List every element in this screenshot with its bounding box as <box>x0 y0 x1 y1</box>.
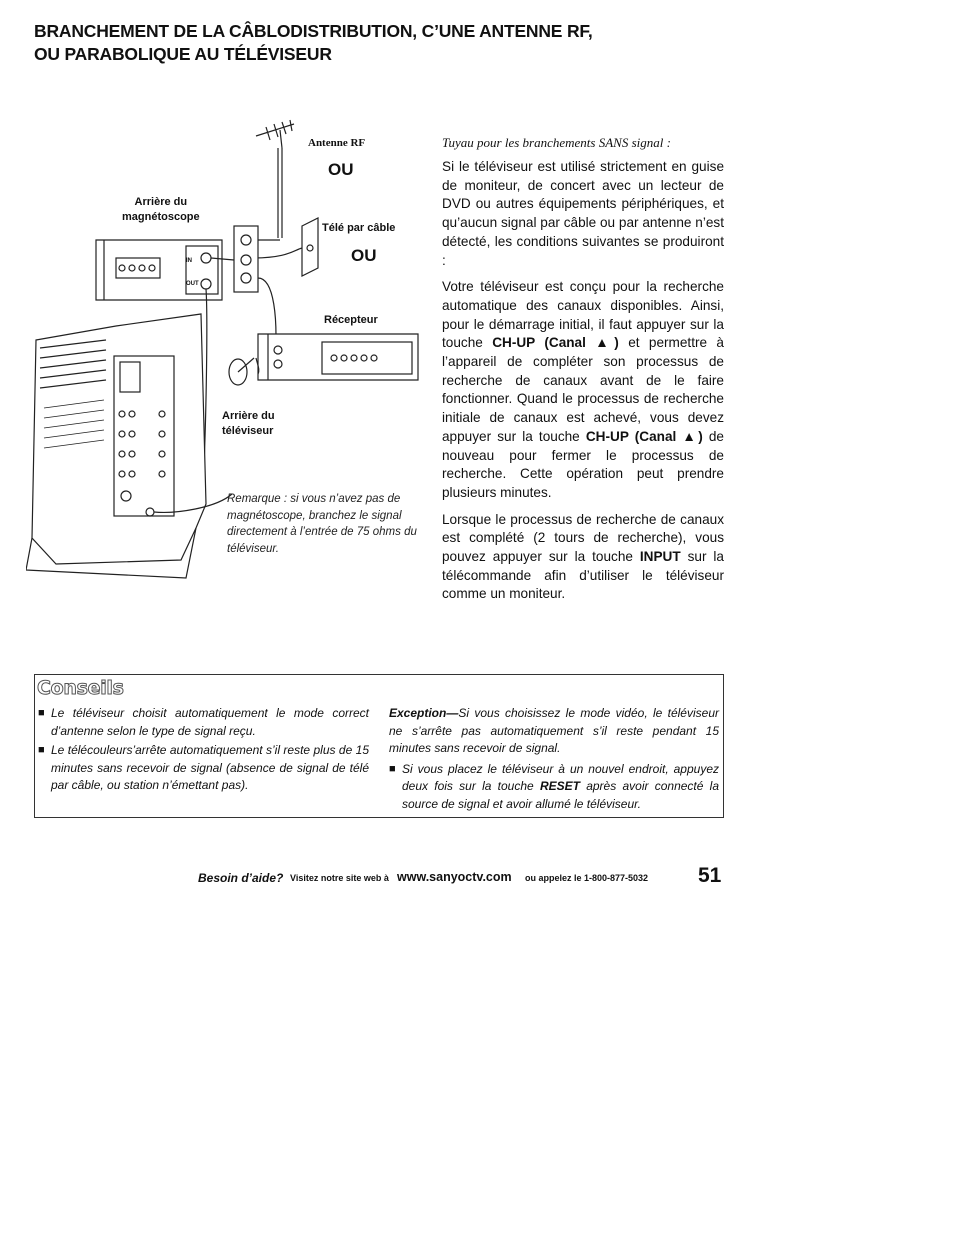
label-arriere-magnetoscope-line-1: Arrière du <box>134 196 188 208</box>
input-key: INPUT <box>639 549 681 565</box>
label-arriere-televiseur <box>222 409 275 439</box>
page-number: 51 <box>698 864 722 887</box>
label-antenne-rf: Antenne RF <box>308 137 366 149</box>
conseil-item <box>389 761 719 814</box>
conseil-text: Le téléviseur choisit automatiquement le mode correct d’antenne selon le type de signal reçu. <box>51 706 369 738</box>
label-arriere-televiseur-line-2: téléviseur <box>222 425 274 437</box>
paragraph-3-part-a: Lorsque le processus de recherche de canaux est complété (2 tours de recherche), vous pouvez appuyer sur la touche <box>442 511 724 565</box>
footer-help: Besoin d’aide? <box>198 871 284 885</box>
footer-website-link[interactable]: www.sanyoctv.com <box>397 870 512 884</box>
page-footer <box>198 866 728 894</box>
label-arriere-televiseur-line-1: Arrière du <box>222 410 275 422</box>
conseil-text <box>402 761 719 814</box>
wall-plate-icon <box>252 218 318 276</box>
splitter-icon <box>234 226 280 336</box>
footer-visit: Visitez notre site web à <box>290 873 389 883</box>
label-tele-cable: Télé par câble <box>322 222 396 234</box>
paragraph-2 <box>442 278 724 502</box>
conseils-right-column <box>389 705 719 815</box>
exception-label: Exception— <box>389 706 459 720</box>
rf-antenna-icon <box>256 120 294 238</box>
footer-phone: ou appelez le 1-800-877-5032 <box>525 873 649 883</box>
paragraph-3-part-c: sur la télécommande afin d’utiliser le téléviseur comme un moniteur. <box>442 549 724 602</box>
label-arriere-magnetoscope-line-2: magnétoscope <box>122 211 200 223</box>
reset-tip-part-a: Si vous placez le téléviseur à un nouvel endroit, appuyez deux fois sur la touche <box>402 761 719 793</box>
satellite-dish-icon <box>229 358 259 385</box>
receiver-icon <box>258 334 418 380</box>
bullet-square-icon: ■ <box>389 762 396 775</box>
exception-note <box>389 705 719 758</box>
conseils-title: Conseils <box>37 677 124 699</box>
ch-up-key-2: CH-UP (Canal ▲) <box>585 428 703 444</box>
ch-up-key-1: CH-UP (Canal ▲) <box>492 335 619 351</box>
page-title-line-2: OU PARABOLIQUE AU TÉLÉVISEUR <box>34 44 332 64</box>
conseil-item <box>38 742 369 795</box>
reset-key: RESET <box>539 779 580 793</box>
paragraph-2-part-a: Votre téléviseur est conçu pour la recherche automatique des canaux disponibles. Ainsi, pour le démarrage initial, il faut appuyer sur la touche <box>442 279 724 351</box>
label-vcr-out: OUT <box>186 281 199 287</box>
label-ou-1: OU <box>328 160 354 179</box>
exception-text: Si vous choisissez le mode vidéo, le téléviseur ne s’arrête pas automatiquement s’il reste pendant 15 minutes sans recevoir de signal. <box>389 706 719 755</box>
diagram-remark: Remarque : si vous n’avez pas de magnétoscope, branchez le signal directement à l’entrée de 75 ohms du téléviseur. <box>227 493 417 555</box>
paragraph-2-part-d: de nouveau pour fermer le processus de recherche. Cette opération peut prendre plusieurs minutes. <box>442 428 724 500</box>
paragraph-1: Si le téléviseur est utilisé strictement en guise de moniteur, de concert avec un lecteur de DVD ou autres équipements périphériques, et qu’aucun signal par câble ou par antenne n’est détecté, les conditions suivantes se produiront : <box>442 159 724 268</box>
paragraph-2-part-c: et permettre à l’appareil de compléter son processus de recherche de canaux avant de le faire fonctionner. Quand le processus de recherche initiale de canaux est achevé, vous devez appuyer sur la touche <box>442 335 724 444</box>
label-arriere-magnetoscope <box>122 195 200 225</box>
paragraph-3 <box>442 511 724 605</box>
conseils-left-column <box>38 705 369 797</box>
page-title-line-1: BRANCHEMENT DE LA CÂBLODISTRIBUTION, C’UNE ANTENNE RF, <box>34 21 593 41</box>
bullet-square-icon: ■ <box>38 744 45 756</box>
page-title <box>34 20 734 66</box>
label-vcr-in: IN <box>186 258 192 264</box>
bullet-square-icon: ■ <box>38 707 45 719</box>
tip-heading: Tuyau pour les branchements SANS signal : <box>442 135 671 150</box>
conseils-box <box>34 674 724 818</box>
label-recepteur: Récepteur <box>324 314 378 326</box>
conseil-item <box>38 705 369 740</box>
instructions-column <box>442 134 724 612</box>
conseil-text: Le télécouleurs’arrête automatiquement s’il reste plus de 15 minutes sans recevoir de signal (absence de signal de télé par câble, ou station n’émettant pas). <box>51 743 369 792</box>
label-ou-2: OU <box>351 246 377 265</box>
reset-tip-part-c: après avoir connecté la source de signal et avoir allumé le téléviseur. <box>402 779 720 811</box>
